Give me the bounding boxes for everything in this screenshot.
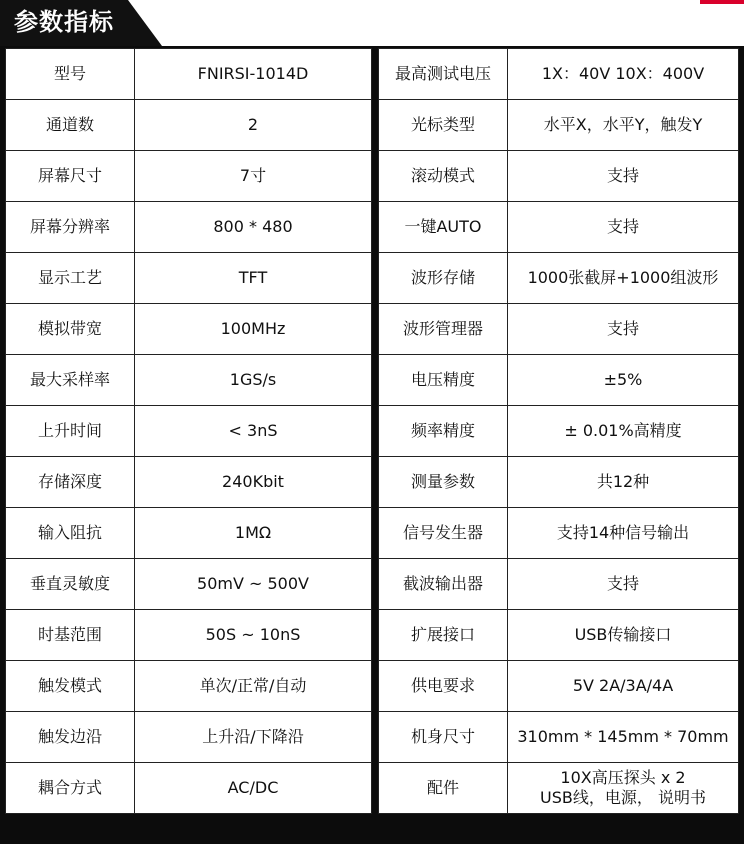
table-row (6, 559, 372, 610)
spec-value: 50mV ~ 500V (135, 559, 372, 610)
table-row (379, 49, 739, 100)
spec-key: 一键AUTO (379, 202, 508, 253)
spec-value: 7寸 (135, 151, 372, 202)
spec-value: 800 * 480 (135, 202, 372, 253)
table-row (6, 508, 372, 559)
table-row (6, 304, 372, 355)
spec-value: 1X：40V 10X：400V (508, 49, 739, 100)
table-row (379, 763, 739, 814)
table-row (379, 100, 739, 151)
spec-value: 支持 (508, 559, 739, 610)
spec-value: 单次/正常/自动 (135, 661, 372, 712)
table-row (379, 610, 739, 661)
spec-key: 垂直灵敏度 (6, 559, 135, 610)
table-row (6, 406, 372, 457)
spec-key: 触发模式 (6, 661, 135, 712)
spec-key: 耦合方式 (6, 763, 135, 814)
table-row (6, 457, 372, 508)
spec-value: 310mm * 145mm * 70mm (508, 712, 739, 763)
spec-value: 100MHz (135, 304, 372, 355)
table-row (379, 661, 739, 712)
table-row (6, 202, 372, 253)
table-row (6, 661, 372, 712)
spec-key: 滚动模式 (379, 151, 508, 202)
spec-value: 50S ~ 10nS (135, 610, 372, 661)
spec-value: 1GS/s (135, 355, 372, 406)
spec-value-line: USB线，电源， 说明书 (540, 788, 706, 807)
spec-key: 触发边沿 (6, 712, 135, 763)
spec-value: 支持 (508, 304, 739, 355)
spec-value: 支持14种信号输出 (508, 508, 739, 559)
table-row (6, 49, 372, 100)
spec-key: 显示工艺 (6, 253, 135, 304)
spec-value: AC/DC (135, 763, 372, 814)
table-row (6, 712, 372, 763)
spec-key: 型号 (6, 49, 135, 100)
spec-value: 支持 (508, 202, 739, 253)
spec-key: 时基范围 (6, 610, 135, 661)
table-row (379, 406, 739, 457)
spec-key: 扩展接口 (379, 610, 508, 661)
spec-key: 最大采样率 (6, 355, 135, 406)
table-row (6, 763, 372, 814)
spec-key: 机身尺寸 (379, 712, 508, 763)
table-row (6, 253, 372, 304)
table-row (379, 712, 739, 763)
table-row (6, 610, 372, 661)
spec-key: 屏幕分辨率 (6, 202, 135, 253)
spec-key: 频率精度 (379, 406, 508, 457)
spec-key: 波形管理器 (379, 304, 508, 355)
spec-value-multiline (508, 763, 739, 814)
spec-value: ±5% (508, 355, 739, 406)
spec-key: 测量参数 (379, 457, 508, 508)
spec-key: 模拟带宽 (6, 304, 135, 355)
spec-value: TFT (135, 253, 372, 304)
table-row (6, 100, 372, 151)
spec-tables (5, 48, 739, 814)
spec-key: 存储深度 (6, 457, 135, 508)
table-row (379, 202, 739, 253)
spec-value: 共12种 (508, 457, 739, 508)
spec-value: USB传输接口 (508, 610, 739, 661)
table-row (379, 508, 739, 559)
spec-value: ± 0.01%高精度 (508, 406, 739, 457)
spec-value: < 3nS (135, 406, 372, 457)
spec-key: 输入阻抗 (6, 508, 135, 559)
spec-value: FNIRSI-1014D (135, 49, 372, 100)
spec-key: 波形存储 (379, 253, 508, 304)
spec-key: 通道数 (6, 100, 135, 151)
spec-table-right (378, 48, 739, 814)
spec-value: 240Kbit (135, 457, 372, 508)
spec-value: 5V 2A/3A/4A (508, 661, 739, 712)
spec-key: 屏幕尺寸 (6, 151, 135, 202)
table-row (6, 355, 372, 406)
red-accent-bar (700, 0, 744, 4)
table-row (6, 151, 372, 202)
table-row (379, 457, 739, 508)
table-row (379, 253, 739, 304)
page-title: 参数指标 (14, 8, 114, 36)
spec-key: 信号发生器 (379, 508, 508, 559)
spec-key: 光标类型 (379, 100, 508, 151)
spec-value: 上升沿/下降沿 (135, 712, 372, 763)
spec-value: 1000张截屏+1000组波形 (508, 253, 739, 304)
spec-key: 供电要求 (379, 661, 508, 712)
spec-value: 2 (135, 100, 372, 151)
spec-key: 截波输出器 (379, 559, 508, 610)
spec-key: 配件 (379, 763, 508, 814)
table-row (379, 559, 739, 610)
spec-value-line: 10X高压探头 x 2 (560, 768, 686, 787)
spec-value: 水平X，水平Y，触发Y (508, 100, 739, 151)
spec-key: 电压精度 (379, 355, 508, 406)
table-row (379, 304, 739, 355)
table-row (379, 355, 739, 406)
table-row (379, 151, 739, 202)
spec-value: 支持 (508, 151, 739, 202)
spec-key: 最高测试电压 (379, 49, 508, 100)
spec-table-left (5, 48, 372, 814)
spec-value: 1MΩ (135, 508, 372, 559)
spec-key: 上升时间 (6, 406, 135, 457)
